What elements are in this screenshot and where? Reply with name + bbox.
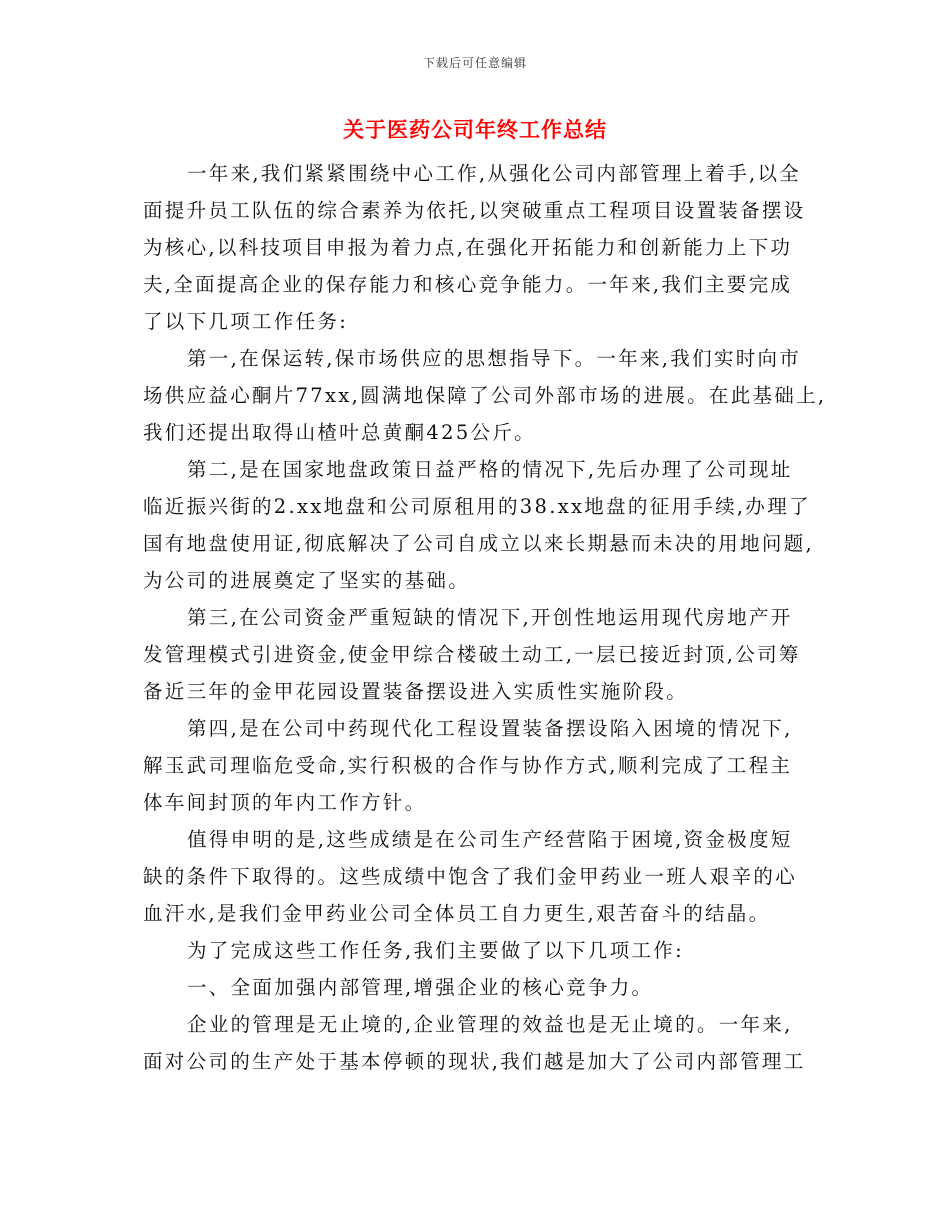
text-line: 面提升员工队伍的综合素养为依托,以突破重点工程项目设置装备摆设	[143, 199, 806, 222]
paragraph-intro	[143, 155, 823, 340]
text-line: 为了完成这些工作任务,我们主要做了以下几项工作:	[187, 939, 684, 962]
text-line: 解玉武司理临危受命,实行积极的合作与协作方式,顺利完成了工程主	[143, 754, 793, 777]
text-line: 一、全面加强内部管理,增强企业的核心竞争力。	[187, 976, 654, 999]
text-line: 企业的管理是无止境的,企业管理的效益也是无止境的。一年来,	[187, 1013, 793, 1036]
text-line: 了以下几项工作任务:	[143, 310, 349, 333]
text-line: 为核心,以科技项目申报为着力点,在强化开拓能力和创新能力上下功	[143, 236, 793, 259]
text-line: 国有地盘使用证,彻底解决了公司自成立以来长期悬而未决的用地问题,	[143, 532, 814, 555]
text-line: 我们还提出取得山楂叶总黄酮425公斤。	[143, 421, 536, 444]
header-note: 下载后可任意编辑	[422, 56, 527, 70]
document-body	[143, 155, 827, 1080]
text-line: 备近三年的金甲花园设置装备摆设进入实质性实施阶段。	[143, 680, 689, 703]
paragraph-second	[143, 451, 823, 599]
paragraph-third	[143, 599, 823, 710]
text-line: 一年来,我们紧紧围绕中心工作,从强化公司内部管理上着手,以全	[187, 162, 802, 185]
text-line: 第四,是在公司中药现代化工程设置装备摆设陷入困境的情况下,	[187, 717, 793, 740]
text-line: 发管理模式引进资金,使金甲综合楼破土动工,一层已接近封顶,公司筹	[143, 643, 801, 666]
text-line: 面对公司的生产处于基本停顿的现状,我们越是加大了公司内部管理工	[143, 1050, 806, 1073]
paragraph-statement	[143, 821, 823, 932]
text-line: 为公司的进展奠定了坚实的基础。	[143, 569, 471, 592]
text-line: 缺的条件下取得的。这些成绩中饱含了我们金甲药业一班人艰辛的心	[143, 865, 798, 888]
text-line: 临近振兴街的2.xx地盘和公司原租用的38.xx地盘的征用手续,办理了	[143, 495, 811, 518]
paragraph-tasks-intro	[143, 932, 823, 969]
text-line: 场供应益心酮片77xx,圆满地保障了公司外部市场的进展。在此基础上,	[143, 384, 827, 407]
paragraph-management	[143, 1006, 823, 1080]
text-line: 第一,在保运转,保市场供应的思想指导下。一年来,我们实时向市	[187, 347, 802, 370]
section-heading-1	[143, 969, 823, 1006]
paragraph-fourth	[143, 710, 823, 821]
text-line: 体车间封顶的年内工作方针。	[143, 791, 427, 814]
text-line: 第三,在公司资金严重短缺的情况下,开创性地运用现代房地产开	[187, 606, 793, 629]
text-line: 血汗水,是我们金甲药业公司全体员工自力更生,艰苦奋斗的结晶。	[143, 902, 771, 925]
text-line: 值得申明的是,这些成绩是在公司生产经营陷于困境,资金极度短	[187, 828, 793, 851]
text-line: 夫,全面提高企业的保存能力和核心竞争能力。一年来,我们主要完成	[143, 273, 793, 296]
document-title: 关于医药公司年终工作总结	[343, 117, 607, 142]
text-line: 第二,是在国家地盘政策日益严格的情况下,先后办理了公司现址	[187, 458, 793, 481]
paragraph-first	[143, 340, 827, 451]
